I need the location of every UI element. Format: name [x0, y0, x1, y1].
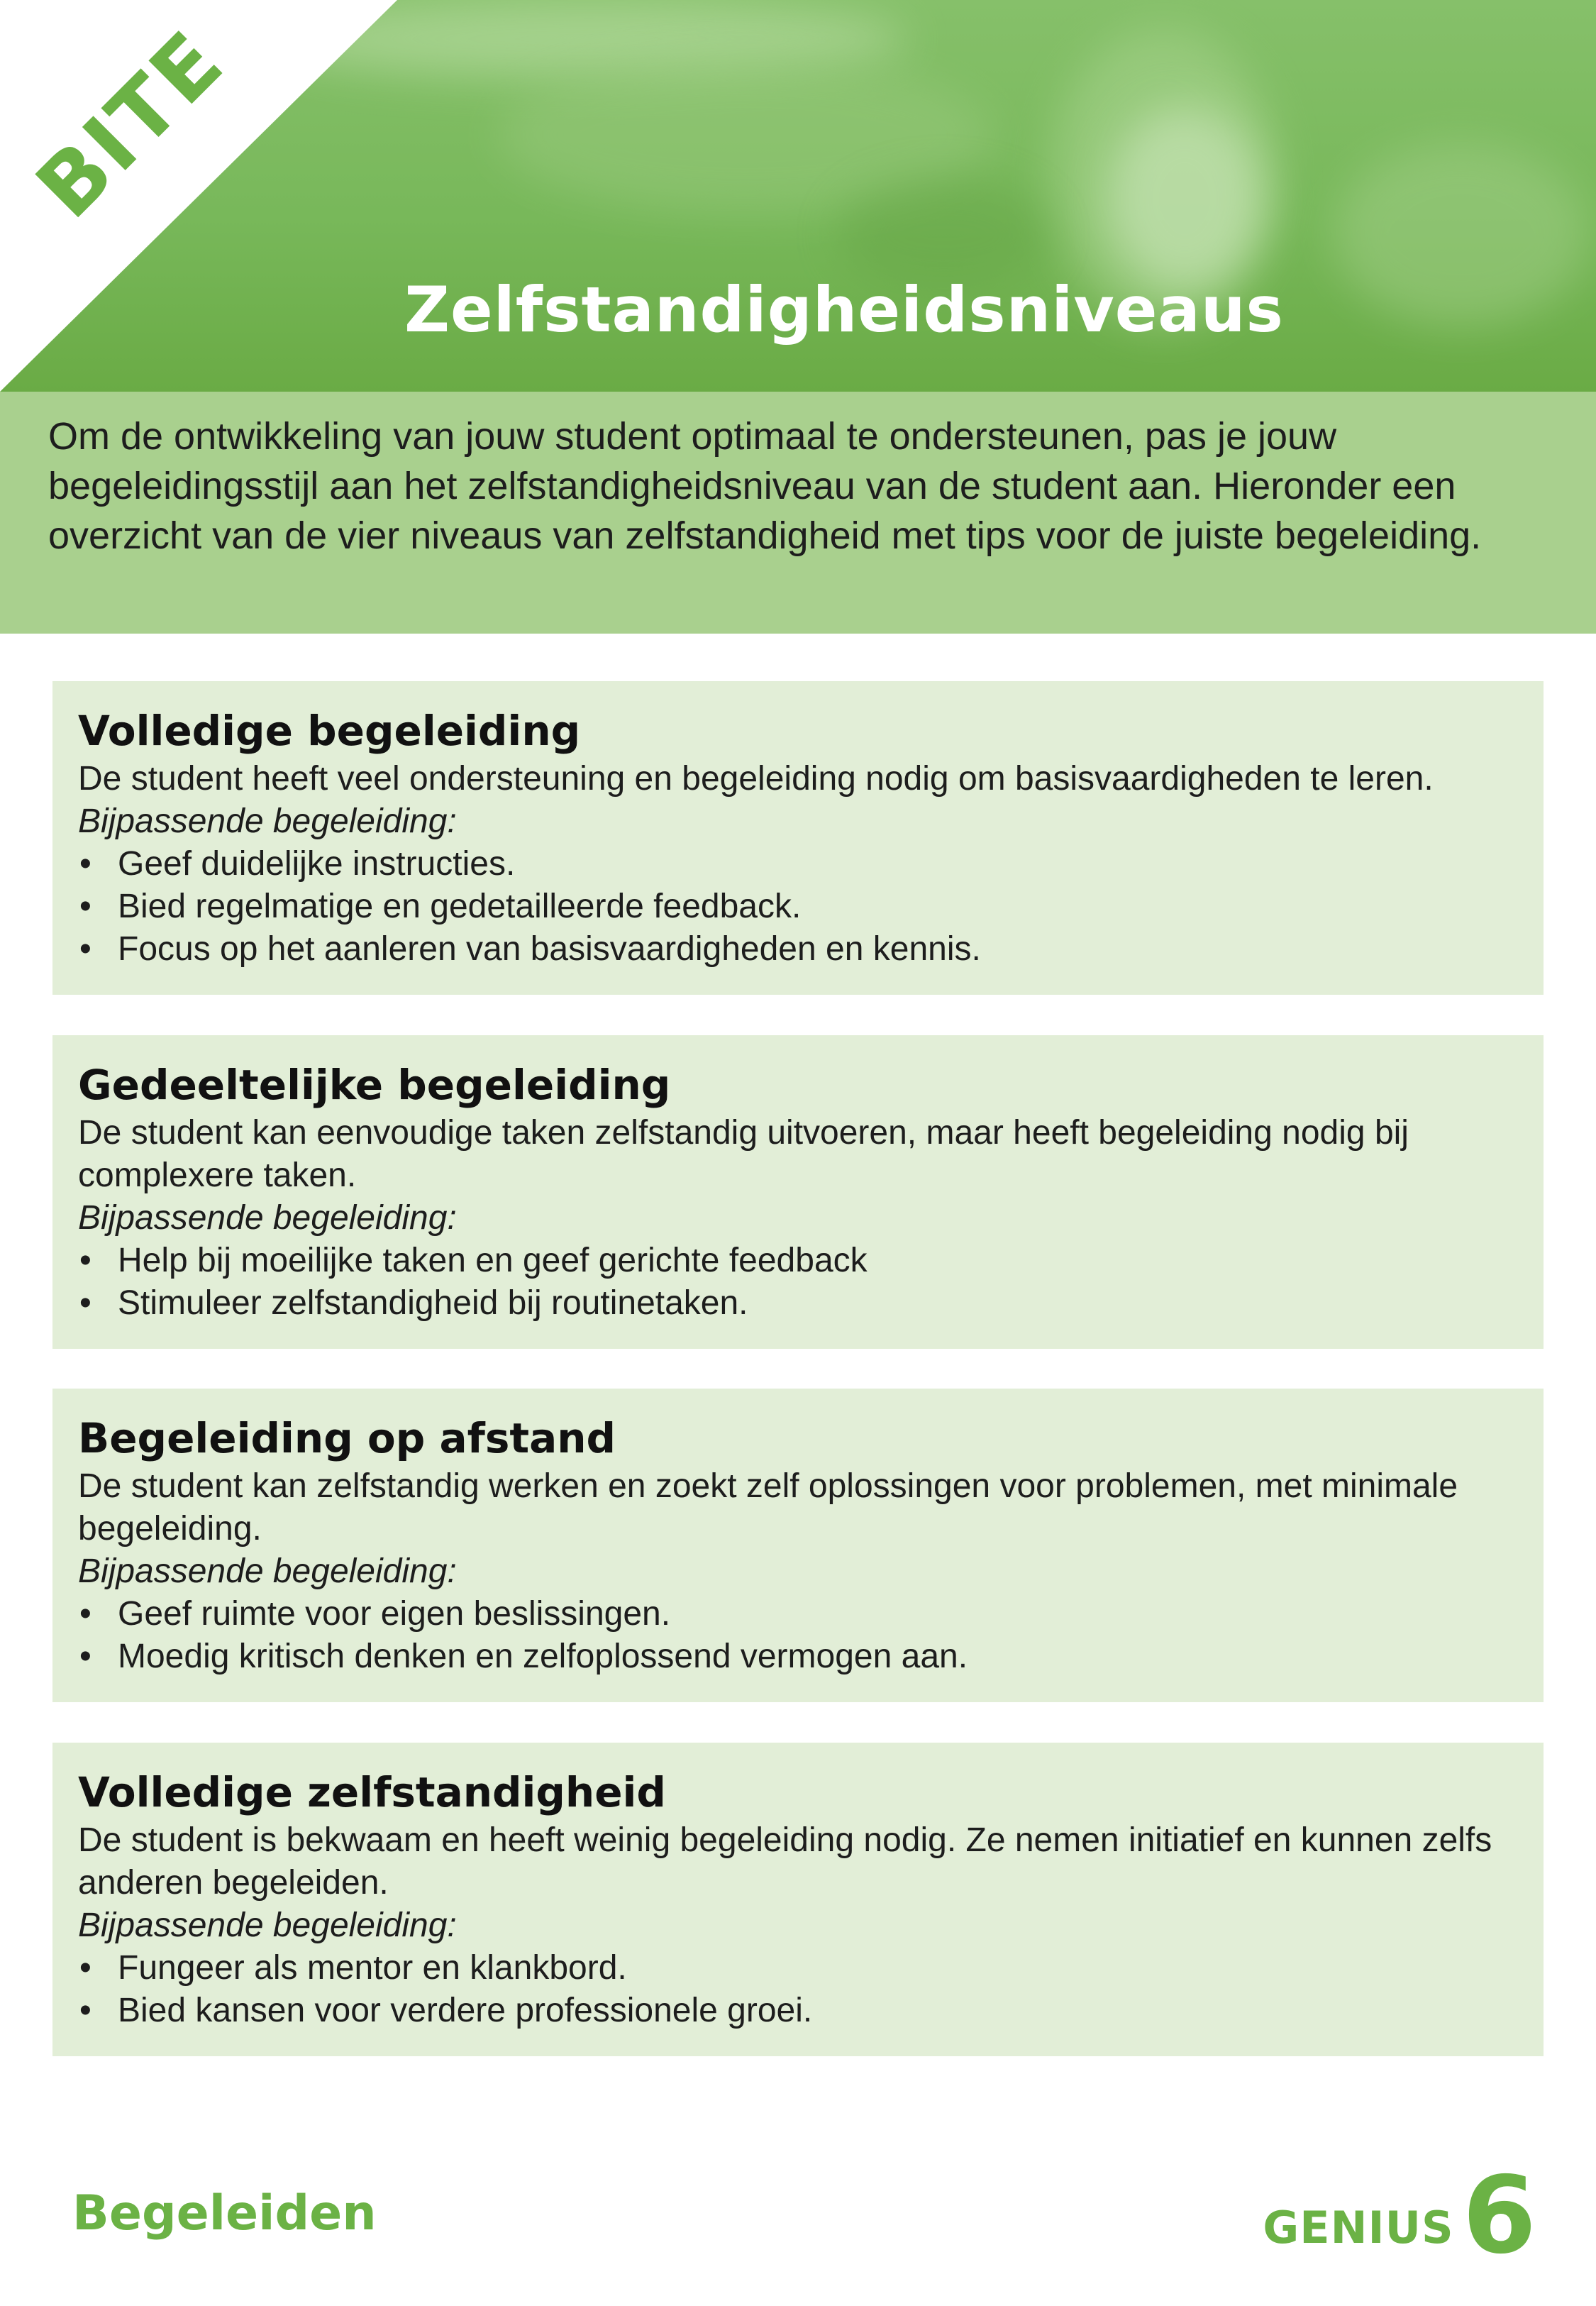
level-card — [52, 1743, 1544, 2056]
tips-list — [78, 1240, 1518, 1325]
bite-badge: BITE — [17, 11, 243, 237]
tip-text: Bied regelmatige en gedetailleerde feedback. — [118, 888, 802, 925]
bullet-icon: • — [79, 1949, 92, 1987]
guidance-label: Bijpassende begeleiding: — [78, 1907, 457, 1944]
level-description: De student kan eenvoudige taken zelfstandig uitvoeren, maar heeft begeleiding nodig bij complexere taken. — [78, 1114, 1409, 1194]
list-item — [78, 843, 1518, 886]
level-card — [52, 681, 1544, 995]
guidance-label: Bijpassende begeleiding: — [78, 1199, 457, 1237]
level-description: De student is bekwaam en heeft weinig begeleiding nodig. Ze nemen initiatief en kunnen zelfs anderen begeleiden. — [78, 1821, 1492, 1902]
tip-text: Fungeer als mentor en klankbord. — [118, 1949, 627, 1987]
tip-text: Geef duidelijke instructies. — [118, 845, 516, 883]
bullet-icon: • — [79, 1284, 92, 1322]
bullet-icon: • — [79, 845, 92, 883]
tip-text: Moedig kritisch denken en zelfoplossend vermogen aan. — [118, 1638, 968, 1675]
list-item — [78, 1593, 1518, 1635]
list-item — [78, 1282, 1518, 1325]
level-card — [52, 1389, 1544, 1702]
bullet-icon: • — [79, 930, 92, 968]
tip-text: Focus op het aanleren van basisvaardigheden en kennis. — [118, 930, 981, 968]
level-title: Volledige begeleiding — [78, 707, 581, 755]
header-banner — [0, 0, 1596, 392]
tips-list — [78, 843, 1518, 971]
bullet-icon: • — [79, 1242, 92, 1279]
list-item — [78, 1635, 1518, 1678]
guidance-label: Bijpassende begeleiding: — [78, 802, 457, 840]
bullet-icon: • — [79, 1992, 92, 2029]
tip-text: Help bij moeilijke taken en geef gerichte feedback — [118, 1242, 868, 1279]
genius-logo — [1263, 2154, 1536, 2278]
genius-number: 6 — [1462, 2154, 1536, 2278]
tips-list — [78, 1947, 1518, 2032]
tip-text: Bied kansen voor verdere professionele groei. — [118, 1992, 813, 2029]
list-item — [78, 1240, 1518, 1282]
tip-text: Geef ruimte voor eigen beslissingen. — [118, 1595, 671, 1633]
intro-text: Om de ontwikkeling van jouw student optimaal te ondersteunen, pas je jouw begeleidingsstijl aan het zelfstandigheidsniveau van de student aan. Hieronder een overzicht van de vier niveaus van zelfstandigheid met tips voor de juiste begeleiding. — [0, 392, 1596, 634]
level-title: Begeleiding op afstand — [78, 1414, 616, 1462]
level-card — [52, 1035, 1544, 1349]
level-title: Volledige zelfstandigheid — [78, 1768, 666, 1816]
list-item — [78, 1947, 1518, 1990]
list-item — [78, 886, 1518, 928]
background-photo-blur — [1107, 106, 1263, 291]
level-description: De student heeft veel ondersteuning en begeleiding nodig om basisvaardigheden te leren. — [78, 760, 1434, 798]
list-item — [78, 928, 1518, 971]
list-item — [78, 1990, 1518, 2032]
bullet-icon: • — [79, 888, 92, 925]
tips-list — [78, 1593, 1518, 1678]
footer-section-label: Begeleiden — [72, 2185, 377, 2241]
page-title: Zelfstandigheidsniveaus — [404, 273, 1284, 346]
guidance-label: Bijpassende begeleiding: — [78, 1552, 457, 1590]
bullet-icon: • — [79, 1595, 92, 1633]
genius-wordmark: GENIUS — [1263, 2202, 1454, 2253]
bullet-icon: • — [79, 1638, 92, 1675]
level-description: De student kan zelfstandig werken en zoekt zelf oplossingen voor problemen, met minimale begeleiding. — [78, 1467, 1458, 1548]
tip-text: Stimuleer zelfstandigheid bij routinetaken. — [118, 1284, 748, 1322]
level-title: Gedeeltelijke begeleiding — [78, 1061, 671, 1109]
